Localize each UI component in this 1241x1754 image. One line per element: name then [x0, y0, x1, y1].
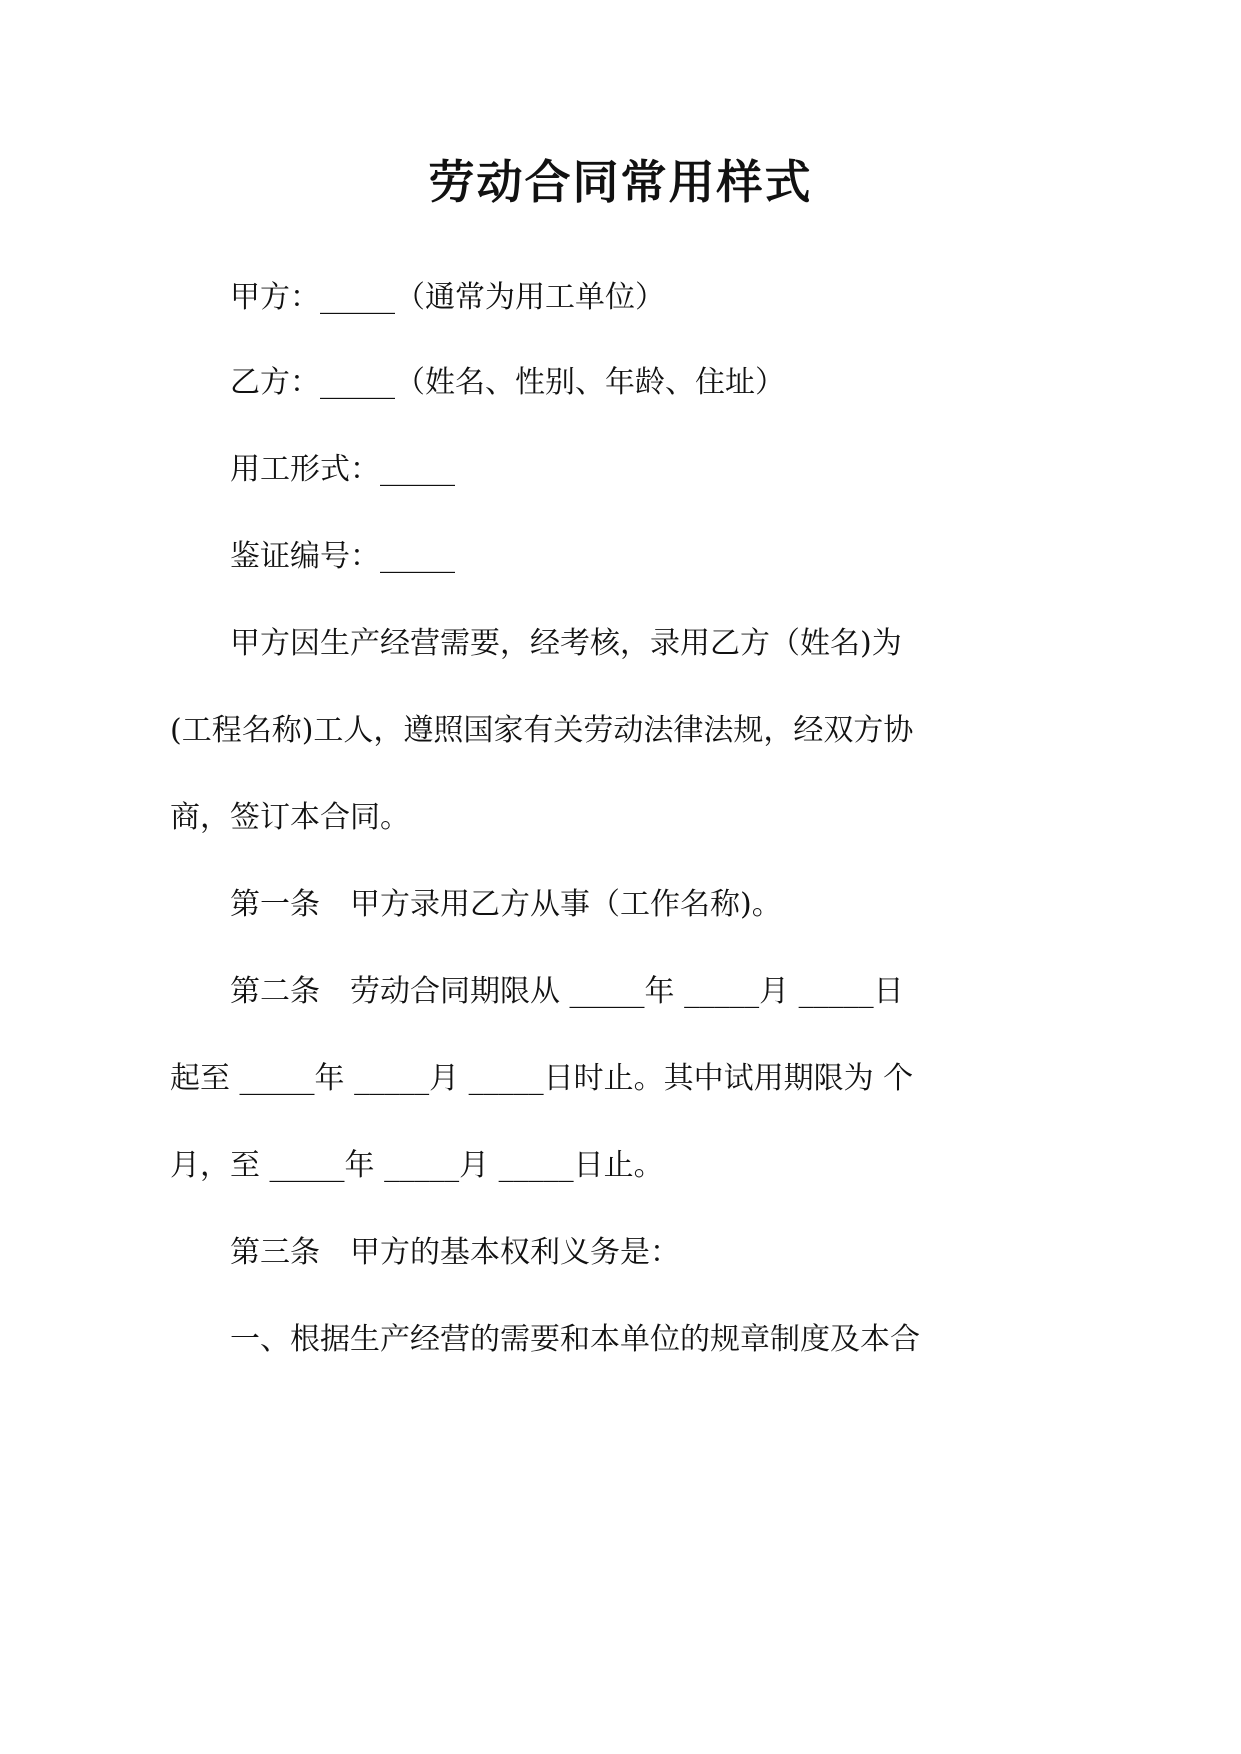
party-b-line: 乙方：_____（姓名、性别、年龄、住址） — [230, 365, 785, 400]
employment-form-line: 用工形式：_____ — [230, 452, 455, 487]
article-1-line: 第一条 甲方录用乙方从事（工作名称)。 — [230, 887, 782, 922]
party-a-line: 甲方：_____（通常为用工单位） — [230, 280, 665, 315]
preamble-line-1: 甲方因生产经营需要，经考核，录用乙方（姓名)为 — [230, 626, 902, 661]
preamble-line-2: (工程名称)工人，遵照国家有关劳动法律法规，经双方协 — [170, 713, 914, 748]
preamble-line-3: 商，签订本合同。 — [170, 800, 410, 835]
article-3-item-1-line: 一、根据生产经营的需要和本单位的规章制度及本合 — [230, 1322, 920, 1357]
article-2-line-2: 起至 _____年 _____月 _____日时止。其中试用期限为 个 — [170, 1061, 914, 1096]
article-2-line-1: 第二条 劳动合同期限从 _____年 _____月 _____日 — [230, 974, 904, 1009]
article-3-line: 第三条 甲方的基本权利义务是： — [230, 1235, 680, 1270]
certification-number-line: 鉴证编号：_____ — [230, 539, 455, 574]
document-title: 劳动合同常用样式 — [428, 155, 813, 209]
article-2-line-3: 月，至 _____年 _____月 _____日止。 — [170, 1148, 664, 1183]
